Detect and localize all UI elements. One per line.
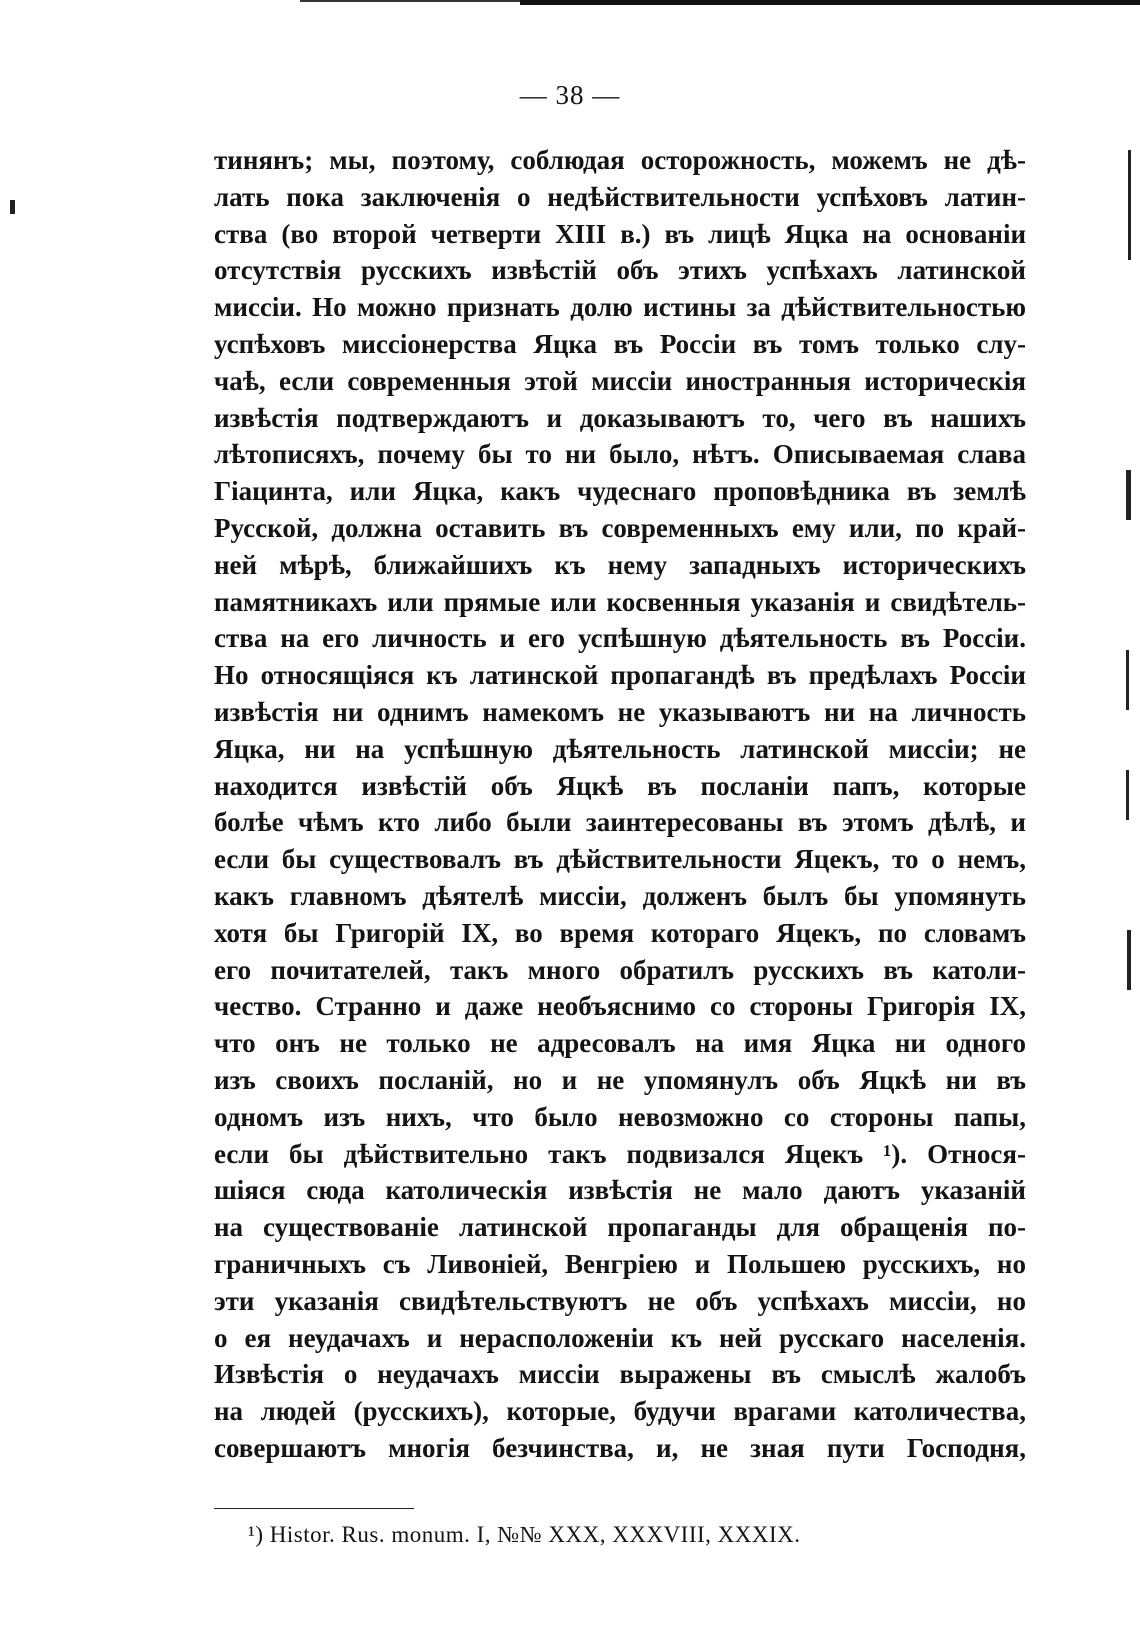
text-line: Русской, должна оставить въ современныхъ ему или, по край- <box>214 512 1026 543</box>
text-line: тинянъ; мы, поэтому, соблюдая осторожность, можемъ не дѣ- <box>214 145 1026 175</box>
text-line: лѣтописяхъ, почему бы то ни было, нѣтъ. Описываемая слава <box>214 439 1026 470</box>
page-number: — 38 — <box>519 80 621 110</box>
text-line: успѣховъ миссіонерства Яцка въ Россіи въ томъ только слу- <box>214 328 1026 359</box>
text-line: Яцка, ни на успѣшную дѣятельность латинской миссіи; не <box>214 733 1026 764</box>
scan-mark-right-3 <box>1126 650 1129 710</box>
text-line: о ея неудачахъ и нерасположеніи къ ней русскаго населенія. <box>214 1322 1026 1353</box>
text-line: Извѣстія о неудачахъ миссіи выражены въ смыслѣ жалобъ <box>214 1359 1026 1390</box>
text-line: на существованіе латинской пропаганды для обращенія по- <box>214 1212 1026 1243</box>
scan-mark-right-2 <box>1126 470 1131 520</box>
text-line: какъ главномъ дѣятелѣ миссіи, долженъ былъ бы упомянуть <box>214 880 1026 911</box>
text-line: отсутствія русскихъ извѣстій объ этихъ успѣхахъ латинской <box>214 255 1026 286</box>
text-line: Гіацинта, или Яцка, какъ чудеснаго проповѣдника въ землѣ <box>214 476 1026 507</box>
text-line: изъ своихъ посланій, но и не упомянулъ объ Яцкѣ ни въ <box>214 1064 1026 1095</box>
text-line: на людей (русскихъ), которые, будучи врагами католичества, <box>214 1396 1026 1427</box>
text-line: шіяся сюда католическія извѣстія не мало даютъ указаній <box>214 1175 1026 1206</box>
text-line: если бы существовалъ въ дѣйствительности Яцекъ, то о немъ, <box>214 844 1026 875</box>
scan-mark-left <box>10 200 15 214</box>
scan-mark-right-4 <box>1126 770 1129 820</box>
text-line: находится извѣстій объ Яцкѣ въ посланіи папъ, которые <box>214 770 1026 801</box>
text-line: чество. Странно и даже необъяснимо со стороны Григорія IX, <box>214 991 1026 1022</box>
text-line: одномъ изъ нихъ, что было невозможно со стороны папы, <box>214 1101 1026 1132</box>
text-line: лать пока заключенія о недѣйствительности успѣховъ латин- <box>214 181 1026 212</box>
text-line: извѣстія ни однимъ намекомъ не указываютъ ни на личность <box>214 696 1026 727</box>
text-line: ней мѣрѣ, ближайшихъ къ нему западныхъ историческихъ <box>214 549 1026 580</box>
text-line: памятникахъ или прямые или косвенныя указанія и свидѣтель- <box>214 586 1026 617</box>
footnote: ¹) Histor. Rus. monum. I, №№ XXX, XXXVIII, XXXIX. <box>248 1522 801 1547</box>
text-line: что онъ не только не адресовалъ на имя Яцка ни одного <box>214 1028 1026 1059</box>
text-line: совершаютъ многія безчинства, и, не зная пути Господня, <box>214 1432 1026 1463</box>
text-line: ства на его личность и его успѣшную дѣятельность въ Россіи. <box>214 623 1026 654</box>
text-line: эти указанія свидѣтельствуютъ не объ успѣхахъ миссіи, но <box>214 1285 1026 1316</box>
footnote-divider <box>214 1508 414 1509</box>
text-line: Но относящіяся къ латинской пропагандѣ въ предѣлахъ Россіи <box>214 660 1026 691</box>
text-line: его почитателей, такъ много обратилъ русскихъ въ католи- <box>214 954 1026 985</box>
scan-edge-top <box>520 0 1140 5</box>
text-line: миссіи. Но можно признать долю истины за дѣйствительностью <box>214 292 1026 323</box>
text-line: хотя бы Григорій IX, во время котораго Яцекъ, по словамъ <box>214 917 1026 948</box>
text-line: извѣстія подтверждаютъ и доказываютъ то, чего въ нашихъ <box>214 402 1026 433</box>
text-line: если бы дѣйствительно такъ подвизался Яцекъ ¹). Относя- <box>214 1138 1026 1169</box>
scan-mark-right-5 <box>1127 930 1131 990</box>
text-line: чаѣ, если современныя этой миссіи иностранныя историческія <box>214 365 1026 396</box>
scan-edge-top-left <box>300 0 520 2</box>
text-line: болѣе чѣмъ кто либо были заинтересованы въ этомъ дѣлѣ, и <box>214 807 1026 838</box>
text-line: ства (во второй четверти XIII в.) въ лицѣ Яцка на основаніи <box>214 218 1026 249</box>
body-text <box>214 142 1026 1467</box>
scan-mark-right-1 <box>1128 150 1131 260</box>
text-line: граничныхъ съ Ливоніей, Венгріею и Польшею русскихъ, но <box>214 1248 1026 1279</box>
